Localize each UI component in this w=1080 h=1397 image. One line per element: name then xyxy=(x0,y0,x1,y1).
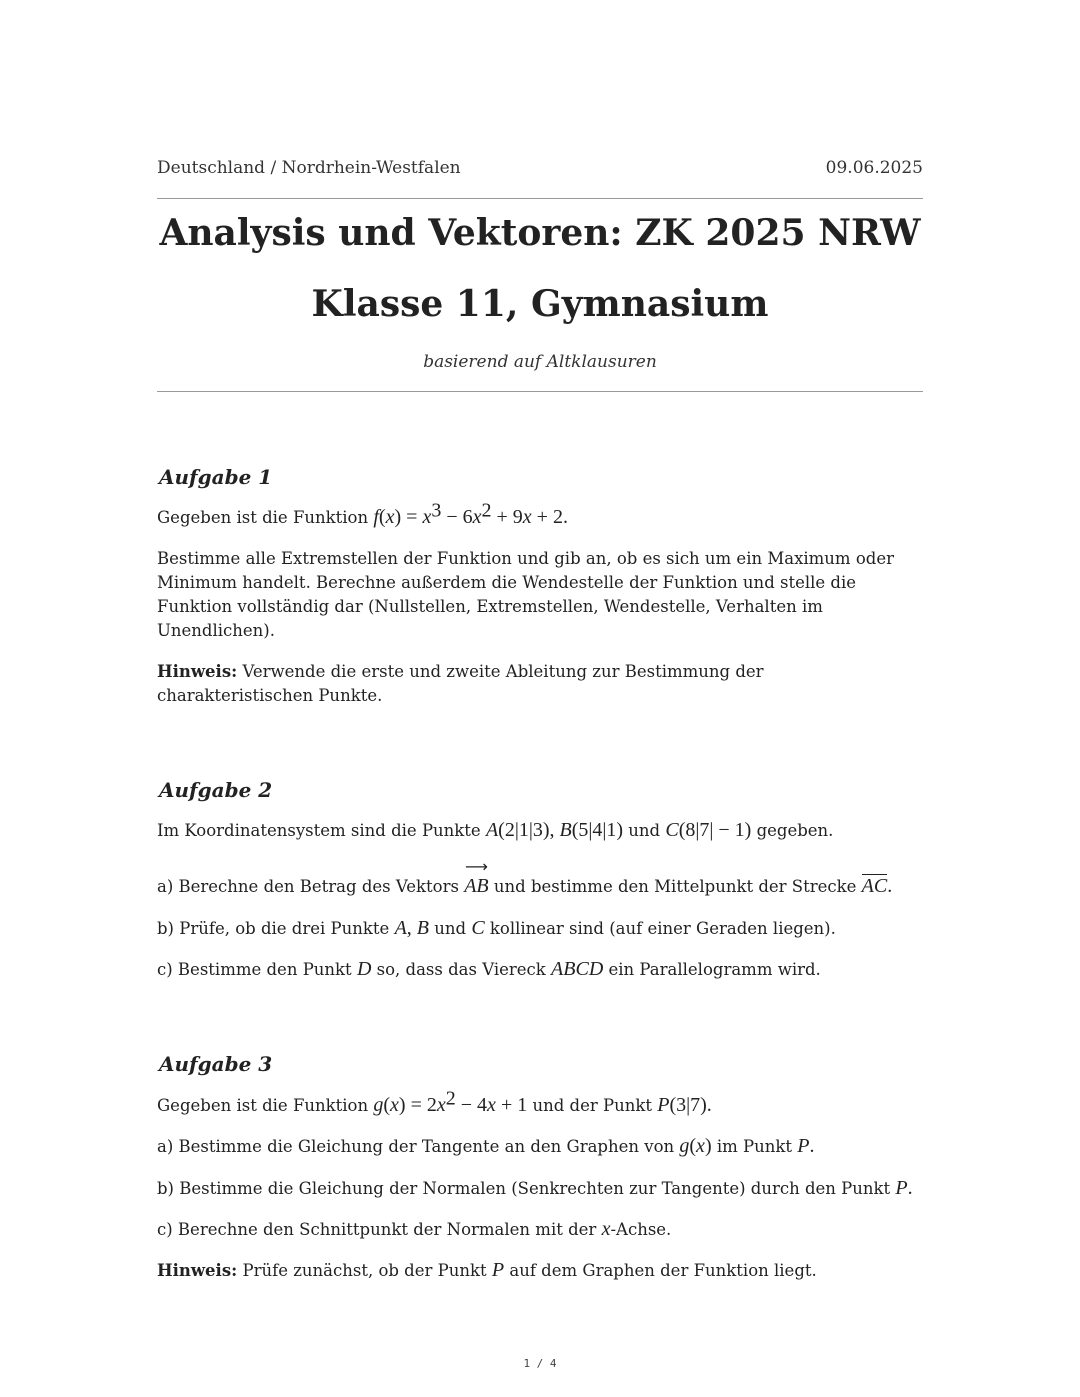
task-2-heading: Aufgabe 2 xyxy=(159,778,273,802)
header-divider xyxy=(157,198,923,199)
task-3-part-a: a) Bestimme die Gleichung der Tangente an den Graphen von g(x) im Punkt P. xyxy=(157,1135,815,1157)
title-divider xyxy=(157,391,923,392)
page-title: Analysis und Vektoren: ZK 2025 NRW xyxy=(159,212,921,254)
task-1-body: Bestimme alle Extremstellen der Funktion und gib an, ob es sich um ein Maximum oder Minimum handelt. Berechne außerdem die Wendestelle der Funktion und stelle die Funktion vollständig dar (Nullstellen, Extremstellen, Wendestelle, Verhalten im Unendlichen). xyxy=(157,549,894,640)
task-3-intro: Gegeben ist die Funktion $g(x) = 2x^2 - 4x + 1$ und der Punkt P(3|7). xyxy=(157,1087,712,1116)
task-2-part-b: b) Prüfe, ob die drei Punkte A, B und C kollinear sind (auf einer Geraden liegen). xyxy=(157,917,836,939)
task-1-hint: Hinweis: Verwende die erste und zweite Ableitung zur Bestimmung der charakteristischen Punkte. xyxy=(157,662,764,705)
header-region: Deutschland / Nordrhein-Westfalen xyxy=(157,158,461,178)
task-3-heading: Aufgabe 3 xyxy=(159,1052,273,1076)
task-3-hint: Hinweis: Prüfe zunächst, ob der Punkt P auf dem Graphen der Funktion liegt. xyxy=(157,1259,817,1281)
task-3-part-c: c) Berechne den Schnittpunkt der Normalen mit der x-Achse. xyxy=(157,1218,672,1240)
page-subtitle-source: basierend auf Altklausuren xyxy=(423,352,657,372)
header-date: 09.06.2025 xyxy=(825,158,923,178)
page-subtitle-class: Klasse 11, Gymnasium xyxy=(311,283,769,325)
task-1-intro: Gegeben ist die Funktion $f(x) = x^3 - 6x^2 + 9x + 2$. xyxy=(157,499,568,528)
page-number: 1 / 4 xyxy=(523,1357,557,1370)
task-2-part-a: a) Berechne den Betrag des Vektors ⟶ AB und bestimme den Mittelpunkt der Strecke AC. xyxy=(157,857,893,897)
task-1-heading: Aufgabe 1 xyxy=(159,465,273,489)
task-2-intro: Im Koordinatensystem sind die Punkte A(2|1|3), B(5|4|1) und C(8|7| − 1) gegeben. xyxy=(157,819,834,841)
task-2-part-c: c) Bestimme den Punkt D so, dass das Viereck ABCD ein Parallelogramm wird. xyxy=(157,958,821,980)
task-3-part-b: b) Bestimme die Gleichung der Normalen (Senkrechten zur Tangente) durch den Punkt P. xyxy=(157,1177,913,1199)
